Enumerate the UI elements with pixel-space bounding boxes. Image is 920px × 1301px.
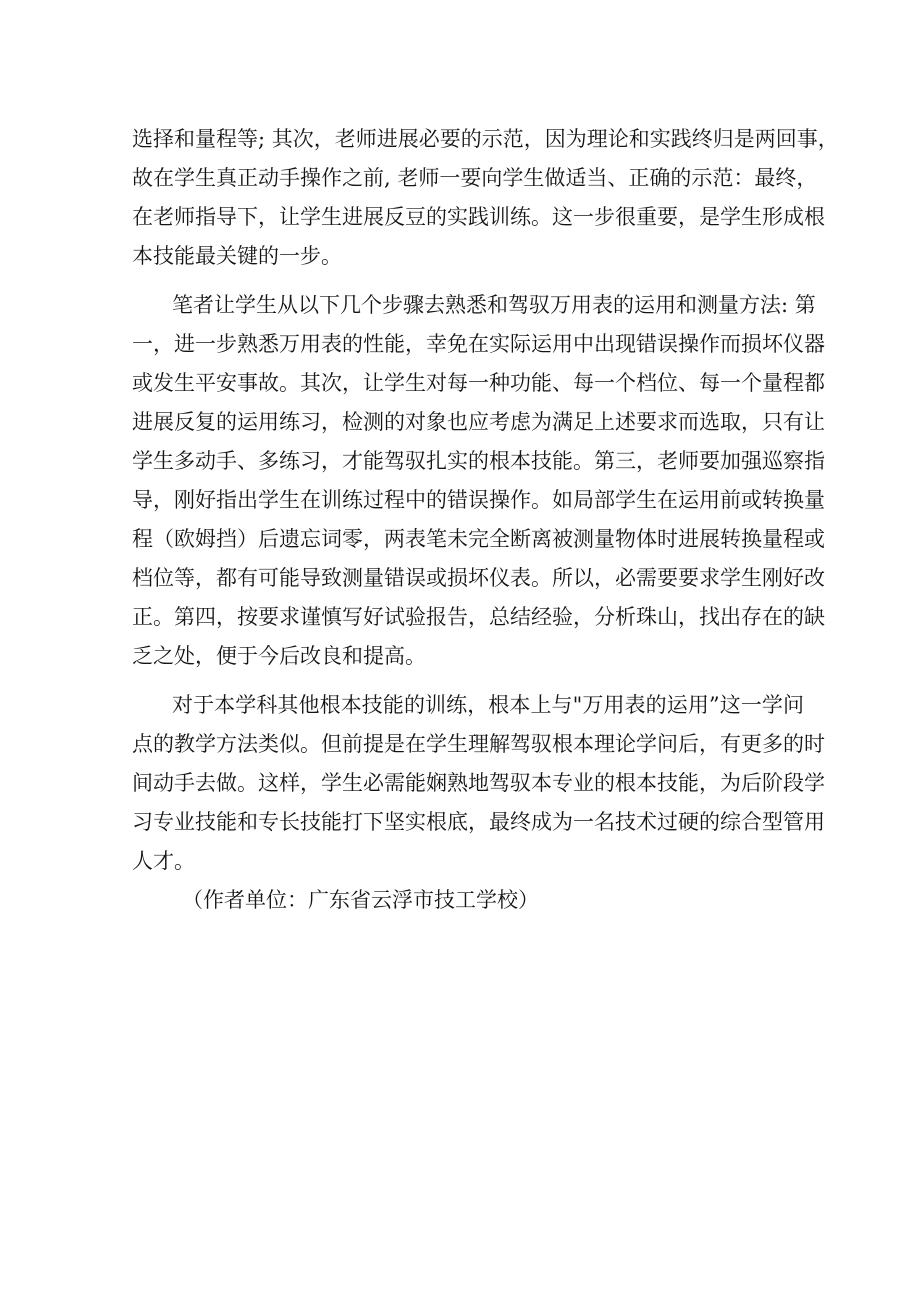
document-body — [132, 120, 839, 920]
paragraph-line: 进展反复的运用练习，检测的对象也应考虑为满足上述要求而选取，只有让 — [132, 410, 825, 434]
paragraph-line: 档位等，都有可能导致测量错误或损坏仪表。所以，必需要要求学生刚好改 — [132, 566, 825, 590]
paragraph-line: 导，刚好指出学生在训练过程中的错误操作。如局部学生在运用前或转换量 — [132, 488, 825, 512]
paragraph-line: 点的教学方法类似。但前提是在学生理解驾驭根本理论学问后，有更多的时 — [132, 732, 825, 756]
paragraph-line: 习专业技能和专长技能打下坚实根底，最终成为一名技术过硬的综合型管用 — [132, 810, 825, 834]
paragraph-line: 在老师指导下，让学生进展反豆的实践训练。这一步很重要，是学生形成根 — [132, 205, 825, 229]
paragraph-line: 本技能最关键的一步。 — [132, 244, 342, 268]
author-affiliation: （作者单位：广东省云浮市技工学校） — [182, 888, 539, 912]
paragraph-line: 一，进一步熟悉万用表的性能，幸免在实际运用中出现错误操作而损坏仪器 — [132, 332, 825, 356]
paragraph-line: 或发生平安事故。其次，让学生对每一种功能、每一个档位、每一个量程都 — [132, 371, 825, 395]
paragraph-line: 学生多动手、多练习，才能驾驭扎实的根本技能。第三，老师要加强巡察指 — [132, 449, 825, 473]
paragraph-line: 乏之处，便于今后改良和提高。 — [132, 644, 426, 668]
paragraph-line: 对于本学科其他根本技能的训练，根本上与"万用表的运用”这一学问 — [172, 693, 804, 717]
paragraph-line: 人才。 — [132, 849, 195, 873]
paragraph-1 — [132, 120, 839, 276]
paragraph-line: 正。第四，按要求谨慎写好试验报告，总结经验，分析珠山，找出存在的缺 — [132, 605, 825, 629]
paragraph-line: 选择和量程等; 其次，老师进展必要的示范，因为理论和实践终归是两回事， — [132, 127, 839, 151]
paragraph-line: 故在学生真正动手操作之前, 老师一要向学生做适当、正确的示范：最终， — [132, 166, 818, 190]
paragraph-2 — [132, 286, 825, 676]
paragraph-line: 笔者让学生从以下几个步骤去熟悉和驾驭万用表的运用和测量方法: 第 — [172, 293, 816, 317]
paragraph-line: 程（欧姆挡）后遗忘词零，两表笔未完全断离被测量物体时进展转换量程或 — [132, 527, 825, 551]
paragraph-line: 间动手去做。这样，学生必需能娴熟地驾驭本专业的根本技能，为后阶段学 — [132, 771, 825, 795]
paragraph-3 — [132, 686, 825, 881]
